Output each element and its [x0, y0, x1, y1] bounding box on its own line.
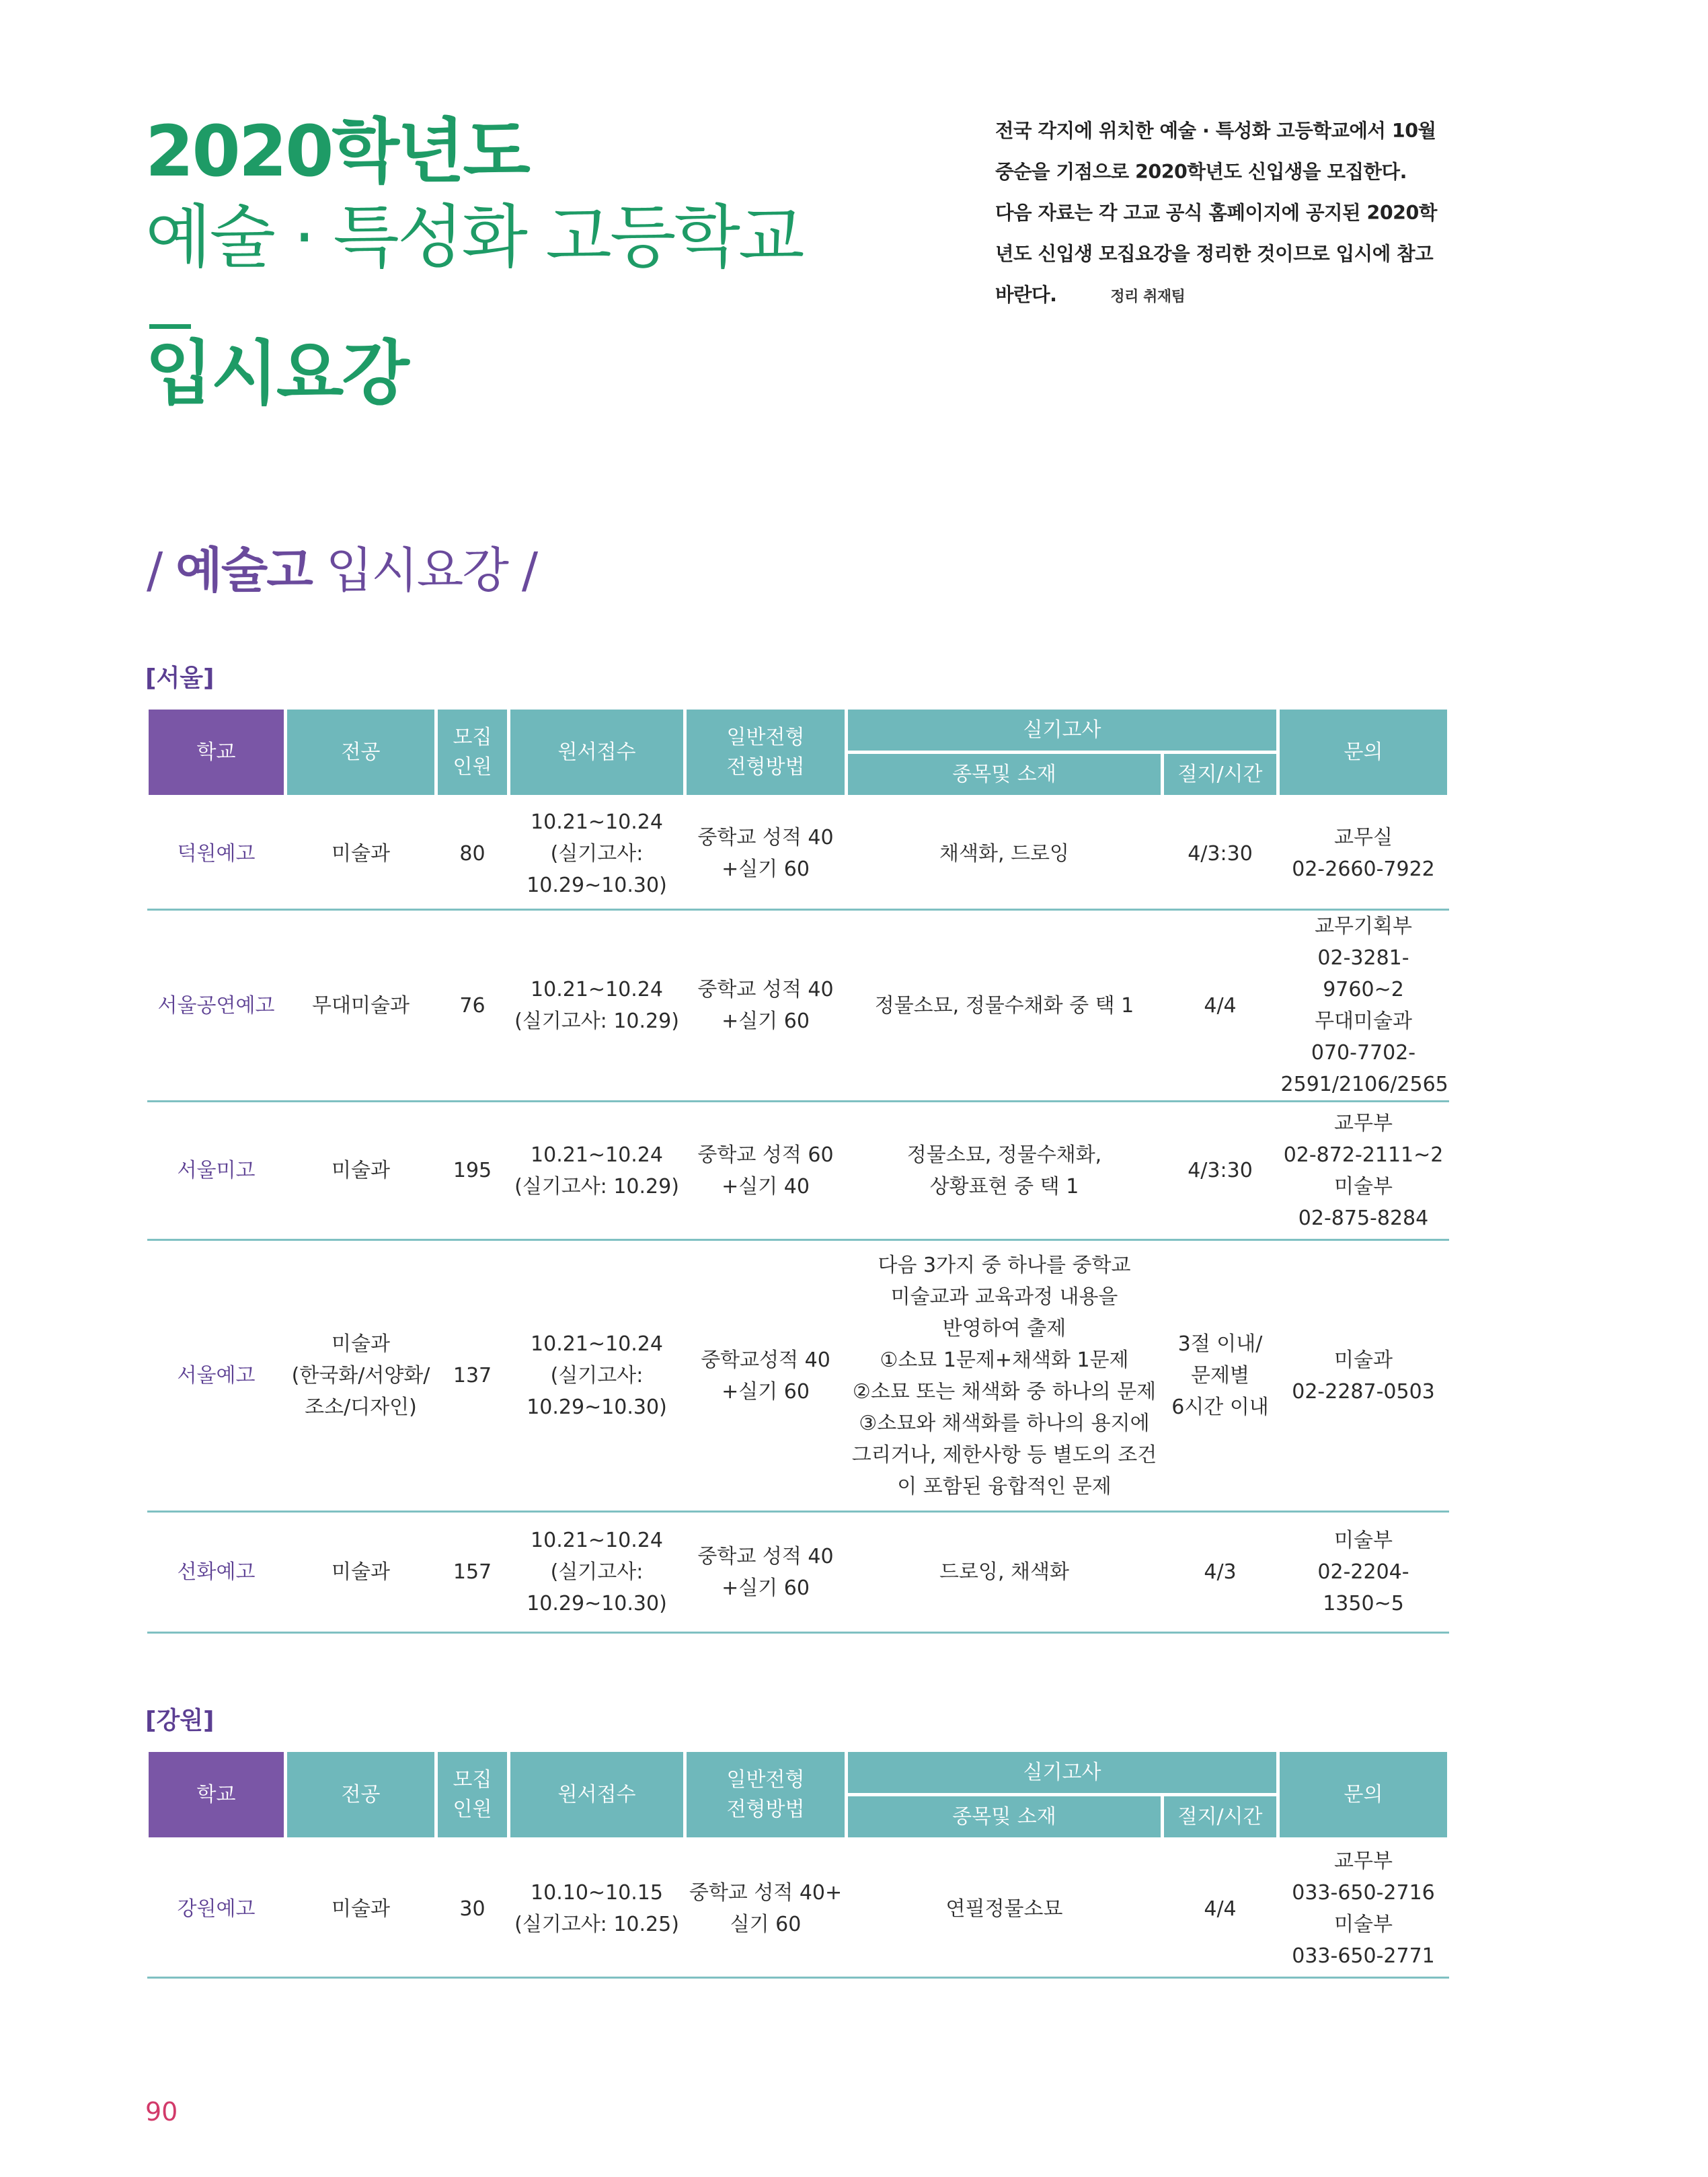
col-header-subject: 종목및 소재	[847, 753, 1163, 797]
page-title-main: 예술 · 특성화 고등학교	[145, 198, 803, 278]
cell-major: 무대미술과	[286, 910, 436, 1102]
cell-school: 서울공연예고	[147, 910, 286, 1102]
cell-application: 10.21~10.24 (실기고사: 10.29~10.30)	[509, 1512, 685, 1633]
cell-subject: 정물소묘, 정물수채화 중 택 1	[847, 910, 1163, 1102]
cell-application: 10.21~10.24 (실기고사: 10.29~10.30)	[509, 797, 685, 910]
cell-application: 10.21~10.24 (실기고사: 10.29~10.30)	[509, 1240, 685, 1512]
cell-paper: 4/3:30	[1163, 1102, 1278, 1240]
cell-contact: 교무실 02-2660-7922	[1278, 797, 1449, 910]
col-header-method: 일반전형 전형방법	[685, 1751, 847, 1839]
col-header-application: 원서접수	[509, 708, 685, 797]
col-header-paper: 절지/시간	[1163, 1795, 1278, 1839]
cell-application: 10.21~10.24 (실기고사: 10.29)	[509, 910, 685, 1102]
cell-paper: 4/3	[1163, 1512, 1278, 1633]
cell-school: 서울미고	[147, 1102, 286, 1240]
intro-line-last	[995, 274, 1479, 317]
cell-method: 중학교 성적 60 +실기 40	[685, 1102, 847, 1240]
cell-contact: 미술과 02-2287-0503	[1278, 1240, 1449, 1512]
cell-quota: 157	[436, 1512, 509, 1633]
cell-subject: 드로잉, 채색화	[847, 1512, 1163, 1633]
cell-major: 미술과	[286, 1512, 436, 1633]
col-header-quota: 모집 인원	[436, 1751, 509, 1839]
col-header-school: 학교	[147, 708, 286, 797]
cell-contact: 교무부 033-650-2716 미술부 033-650-2771	[1278, 1839, 1449, 1978]
cell-subject: 다음 3가지 중 하나를 중학교 미술교과 교육과정 내용을 반영하여 출제 ①소묘 1문제+채색화 1문제 ②소묘 또는 채색화 중 하나의 문제 ③소묘와 채색화를 하나의 용지에 그리거나, 제한사항 등 별도의 조건 이 포함된 융합적인 문제	[847, 1240, 1163, 1512]
cell-quota: 76	[436, 910, 509, 1102]
intro-paragraph	[995, 110, 1479, 317]
col-header-subject: 종목및 소재	[847, 1795, 1163, 1839]
cell-paper: 4/4	[1163, 910, 1278, 1102]
cell-subject: 채색화, 드로잉	[847, 797, 1163, 910]
cell-quota: 195	[436, 1102, 509, 1240]
cell-subject: 정물소묘, 정물수채화, 상황표현 중 택 1	[847, 1102, 1163, 1240]
cell-method: 중학교 성적 40 +실기 60	[685, 797, 847, 910]
cell-major: 미술과	[286, 1839, 436, 1978]
cell-method: 중학교 성적 40+ 실기 60	[685, 1839, 847, 1978]
col-header-practical: 실기고사	[847, 708, 1278, 753]
cell-school: 강원예고	[147, 1839, 286, 1978]
intro-line-text: 바란다.	[995, 284, 1057, 306]
cell-method: 중학교성적 40 +실기 60	[685, 1240, 847, 1512]
col-header-major: 전공	[286, 1751, 436, 1839]
cell-major: 미술과	[286, 1102, 436, 1240]
cell-contact: 미술부 02-2204-1350~5	[1278, 1512, 1449, 1633]
cell-quota: 30	[436, 1839, 509, 1978]
col-header-method: 일반전형 전형방법	[685, 708, 847, 797]
slash-left: /	[147, 542, 162, 599]
cell-quota: 80	[436, 797, 509, 910]
col-header-quota: 모집 인원	[436, 708, 509, 797]
intro-line: 년도 신입생 모집요강을 정리한 것이므로 입시에 참고	[995, 243, 1434, 265]
col-header-contact: 문의	[1278, 1751, 1449, 1839]
cell-method: 중학교 성적 40 +실기 60	[685, 910, 847, 1102]
page-number: 90	[145, 2097, 178, 2127]
region-label-seoul: [서울]	[145, 664, 215, 692]
table-row	[147, 1839, 1449, 1978]
admission-table-gangwon	[145, 1749, 1450, 1979]
page-title-year: 2020학년도	[145, 110, 529, 192]
table-row	[147, 797, 1449, 910]
col-header-application: 원서접수	[509, 1751, 685, 1839]
col-header-paper: 절지/시간	[1163, 753, 1278, 797]
cell-major: 미술과 (한국화/서양화/ 조소/디자인)	[286, 1240, 436, 1512]
cell-school: 선화예고	[147, 1512, 286, 1633]
cell-contact: 교무기획부 02-3281-9760~2 무대미술과 070-7702- 2591/2106/2565	[1278, 910, 1449, 1102]
col-header-major: 전공	[286, 708, 436, 797]
section-title-light: 입시요강	[325, 542, 508, 599]
cell-quota: 137	[436, 1240, 509, 1512]
cell-application: 10.10~10.15 (실기고사: 10.25)	[509, 1839, 685, 1978]
intro-line: 중순을 기점으로 2020학년도 신입생을 모집한다.	[995, 161, 1407, 183]
slash-right: /	[521, 542, 537, 599]
table-row	[147, 1512, 1449, 1633]
col-header-contact: 문의	[1278, 708, 1449, 797]
cell-method: 중학교 성적 40 +실기 60	[685, 1512, 847, 1633]
title-divider	[149, 324, 191, 329]
table-row	[147, 1102, 1449, 1240]
cell-major: 미술과	[286, 797, 436, 910]
table-row	[147, 1240, 1449, 1512]
intro-line: 다음 자료는 각 고교 공식 홈페이지에 공지된 2020학	[995, 202, 1437, 224]
region-label-gangwon: [강원]	[145, 1707, 215, 1734]
table-row	[147, 910, 1449, 1102]
cell-subject: 연필정물소묘	[847, 1839, 1163, 1978]
cell-contact: 교무부 02-872-2111~2 미술부 02-875-8284	[1278, 1102, 1449, 1240]
cell-school: 서울예고	[147, 1240, 286, 1512]
intro-line: 전국 각지에 위치한 예술 · 특성화 고등학교에서 10월	[995, 120, 1436, 142]
cell-paper: 4/4	[1163, 1839, 1278, 1978]
col-header-school: 학교	[147, 1751, 286, 1839]
cell-paper: 3절 이내/ 문제별 6시간 이내	[1163, 1240, 1278, 1512]
credit: 정리 취재팀	[1110, 289, 1186, 305]
cell-paper: 4/3:30	[1163, 797, 1278, 910]
cell-school: 덕원예고	[147, 797, 286, 910]
cell-application: 10.21~10.24 (실기고사: 10.29)	[509, 1102, 685, 1240]
section-title-bold: 예술고	[176, 542, 312, 599]
page-title-sub: 입시요강	[145, 332, 407, 414]
col-header-practical: 실기고사	[847, 1751, 1278, 1795]
section-heading	[147, 531, 537, 601]
admission-table-seoul	[145, 706, 1450, 1634]
